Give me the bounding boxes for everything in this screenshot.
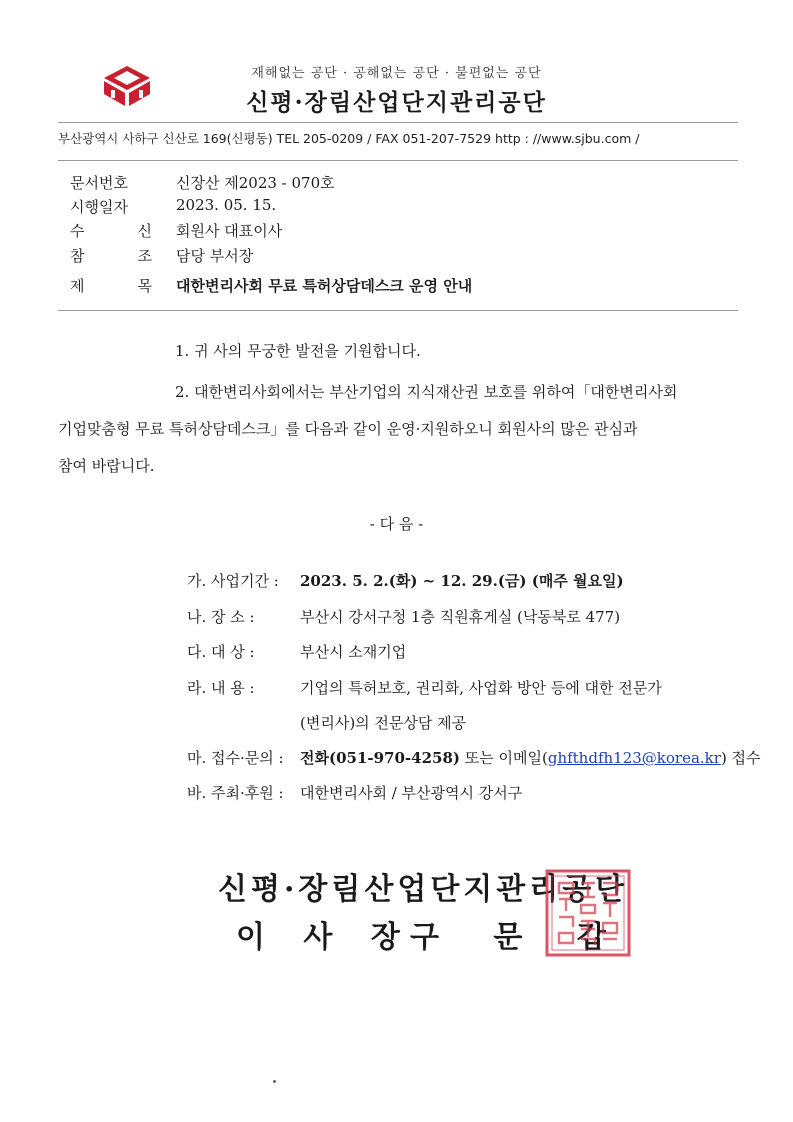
header-divider-top	[58, 122, 738, 123]
recipient-label	[70, 220, 152, 241]
reference-label-char: 참	[70, 247, 85, 265]
contact-phone: 전화(051-970-4258)	[300, 749, 460, 767]
content-label: 라. 내 용 :	[187, 679, 255, 697]
target-value: 부산시 소재기업	[300, 643, 407, 661]
contact-label: 마. 접수·문의 :	[187, 749, 284, 767]
content-value-line-2: (변리사)의 전문상담 제공	[300, 714, 467, 732]
subject: 대한변리사회 무료 특허상담데스크 운영 안내	[176, 277, 473, 295]
host-value: 대한변리사회 / 부산광역시 강서구	[300, 784, 523, 802]
separator-heading: - 다 음 -	[369, 515, 424, 533]
paragraph-2-line-1: 2. 대한변리사회에서는 부산기업의 지식재산권 보호를 위하여「대한변리사회	[175, 383, 678, 401]
recipient: 회원사 대표이사	[176, 222, 283, 240]
paragraph-2-line-2: 기업맞춤형 무료 특허상담데스크」를 다음과 같이 운영·지원하오니 회원사의 많은 관심과	[58, 420, 638, 438]
period-value: 2023. 5. 2.(화) ~ 12. 29.(금) (매주 월요일)	[300, 572, 624, 590]
place-value: 부산시 강서구청 1층 직원휴게실 (낙동북로 477)	[300, 608, 621, 626]
meta-divider	[58, 310, 738, 311]
recipient-label-char: 신	[137, 222, 152, 240]
paragraph-1: 1. 귀 사의 무궁한 발전을 기원합니다.	[175, 342, 421, 360]
issue-date: 2023. 05. 15.	[176, 196, 277, 214]
period-label: 가. 사업기간 :	[187, 572, 279, 590]
doc-number-label: 문서번호	[70, 174, 128, 192]
address-line: 부산광역시 사하구 신산로 169(신평동) TEL 205-0209 / FAX 051-207-7529 http : //www.sjbu.com /	[58, 131, 640, 146]
doc-number: 신장산 제2023 - 070호	[176, 174, 335, 192]
subject-label	[70, 275, 152, 296]
contact-mid-text: 또는 이메일(	[460, 749, 548, 767]
content-value-line-1: 기업의 특허보호, 권리화, 사업화 방안 등에 대한 전문가	[300, 679, 662, 697]
signature-name: 구 문 갑	[410, 920, 628, 955]
subject-label-char: 목	[137, 277, 152, 295]
official-seal-stamp	[543, 867, 633, 959]
reference-label	[70, 245, 152, 266]
contact-email-link[interactable]: ghfthdfh123@korea.kr	[547, 749, 721, 767]
target-label: 다. 대 상 :	[187, 643, 255, 661]
host-label: 바. 주최·후원 :	[187, 784, 284, 802]
organization-name: 신평·장림산업단지관리공단	[246, 89, 547, 116]
subject-label-char: 제	[70, 277, 85, 295]
reference: 담당 부서장	[176, 247, 254, 265]
header-divider-bottom	[58, 160, 738, 161]
paragraph-2-line-3: 참여 바랍니다.	[58, 457, 155, 475]
footer-dot	[273, 1080, 276, 1083]
signature-organization: 신평·장림산업단지관리공단	[218, 872, 629, 907]
signature-title: 이 사 장	[236, 920, 414, 955]
place-label: 나. 장 소 :	[187, 608, 255, 626]
reference-label-char: 조	[137, 247, 152, 265]
contact-end-text: ) 접수	[720, 749, 761, 767]
recipient-label-char: 수	[70, 222, 85, 240]
date-label: 시행일자	[70, 198, 128, 216]
contact-value	[300, 747, 761, 768]
slogan: 재해없는 공단 · 공해없는 공단 · 불편없는 공단	[251, 66, 542, 81]
